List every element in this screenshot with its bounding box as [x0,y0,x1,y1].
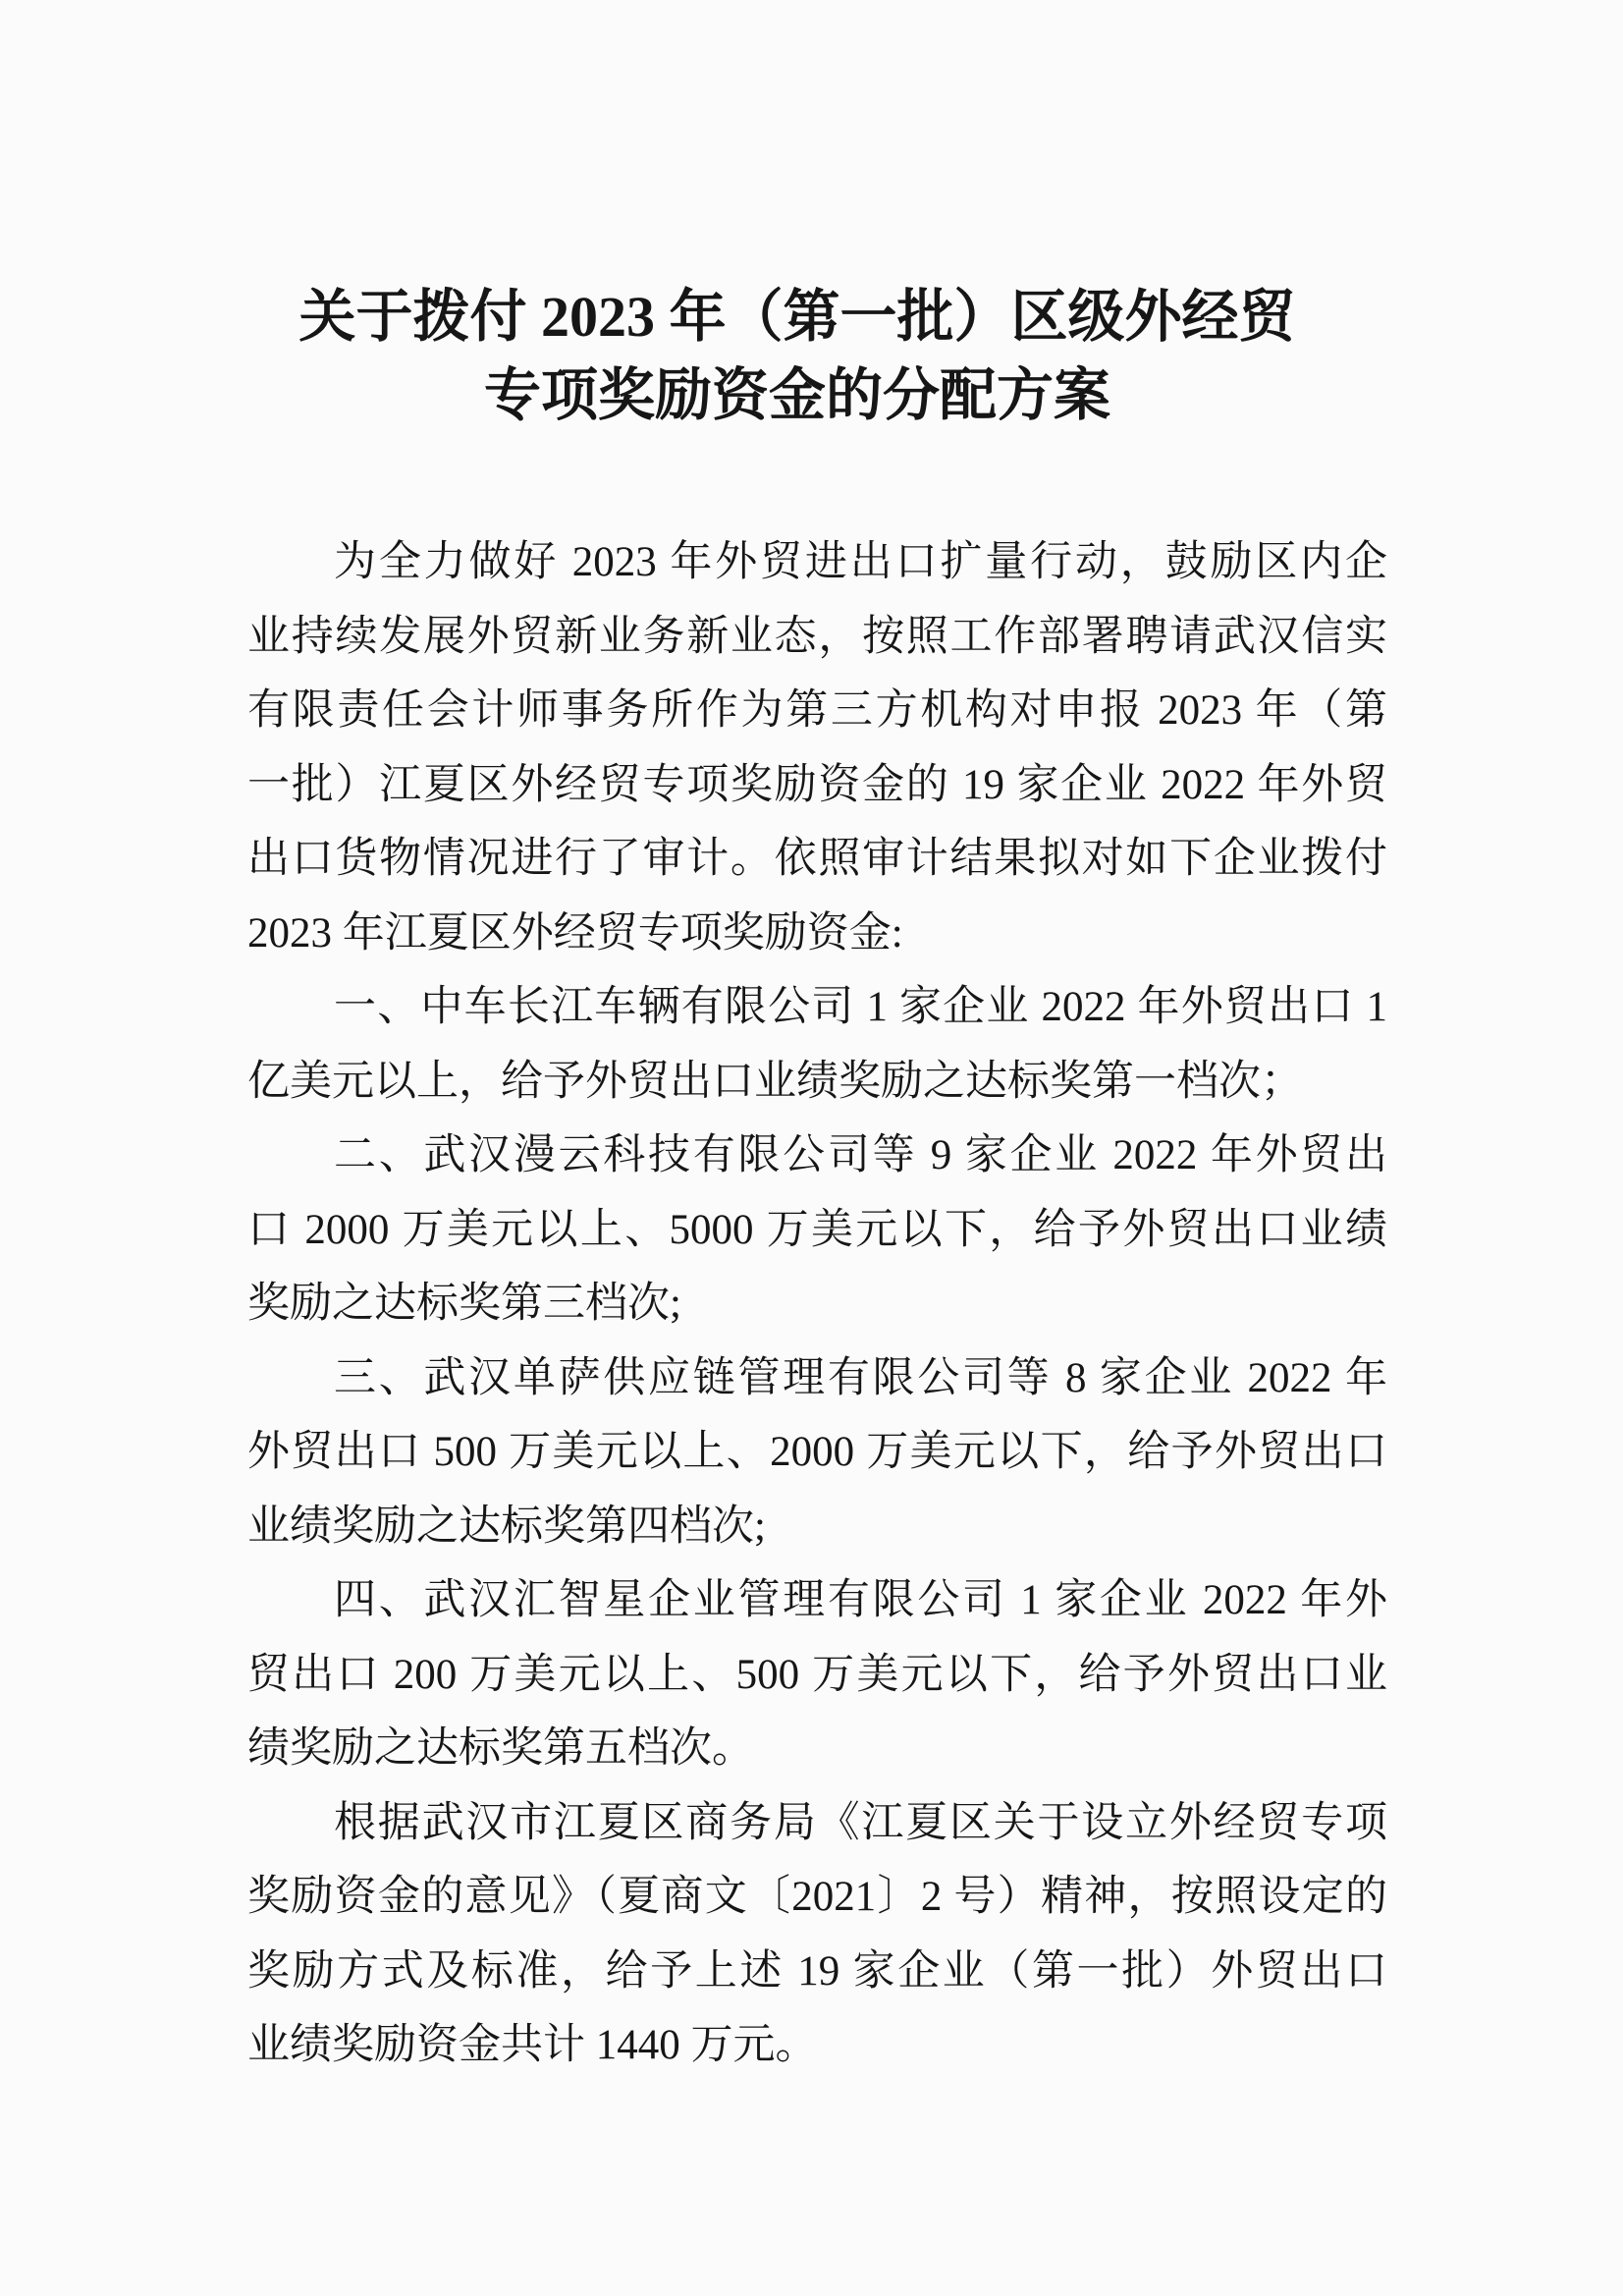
paragraph-conclusion [247,1786,1387,2083]
body-line: 2023 年江夏区外经贸专项奖励资金: [247,909,903,957]
body-line: 业持续发展外贸新业务新业态，按照工作部署聘请武汉信实 [247,613,1387,660]
body-line: 奖励之达标奖第三档次; [247,1281,681,1327]
body-line: 奖励方式及标准，给予上述 19 家企业（第一批）外贸出口 [247,1947,1387,1995]
body-line: 亿美元以上，给予外贸出口业绩奖励之达标奖第一档次； [247,1058,1303,1105]
body-line: 口 2000 万美元以上、5000 万美元以下，给予外贸出口业绩 [247,1206,1387,1253]
body-line: 外贸出口 500 万美元以上、2000 万美元以下，给予外贸出口 [247,1429,1387,1475]
paragraph-item-1 [247,970,1387,1119]
body-line: 业绩奖励之达标奖第四档次; [247,1503,766,1550]
title-line: 专项奖励资金的分配方案 [483,363,1110,427]
body-line: 业绩奖励资金共计 1440 万元。 [247,2022,818,2068]
paragraph-item-3 [247,1341,1387,1564]
paragraph-item-4 [247,1563,1387,1786]
paragraph-item-2 [247,1119,1387,1341]
body-line: 一、中车长江车辆有限公司 1 家企业 2022 年外贸出口 1 [334,984,1387,1030]
document-body [247,525,1387,2083]
body-line: 四、武汉汇智星企业管理有限公司 1 家企业 2022 年外 [334,1577,1387,1623]
body-line: 一批）江夏区外经贸专项奖励资金的 19 家企业 2022 年外贸 [247,761,1387,808]
body-line: 出口货物情况进行了审计。依照审计结果拟对如下企业拨付 [247,836,1387,882]
title-line: 关于拨付 2023 年（第一批）区级外经贸 [298,285,1296,349]
body-line: 三、武汉单萨供应链管理有限公司等 8 家企业 2022 年 [334,1354,1387,1401]
body-line: 有限责任会计师事务所作为第三方机构对申报 2023 年（第 [247,687,1387,734]
body-line: 绩奖励之达标奖第五档次。 [247,1725,754,1772]
body-line: 贸出口 200 万美元以上、500 万美元以下，给予外贸出口业 [247,1651,1387,1698]
body-line: 二、武汉漫云科技有限公司等 9 家企业 2022 年外贸出 [334,1132,1387,1178]
document-title [228,278,1367,435]
body-line: 奖励资金的意见》（夏商文〔2021〕2 号）精神，按照设定的 [247,1874,1387,1920]
body-line: 根据武汉市江夏区商务局《江夏区关于设立外经贸专项 [334,1799,1387,1846]
body-line: 为全力做好 2023 年外贸进出口扩量行动，鼓励区内企 [334,539,1387,585]
paragraph-intro [247,525,1387,970]
